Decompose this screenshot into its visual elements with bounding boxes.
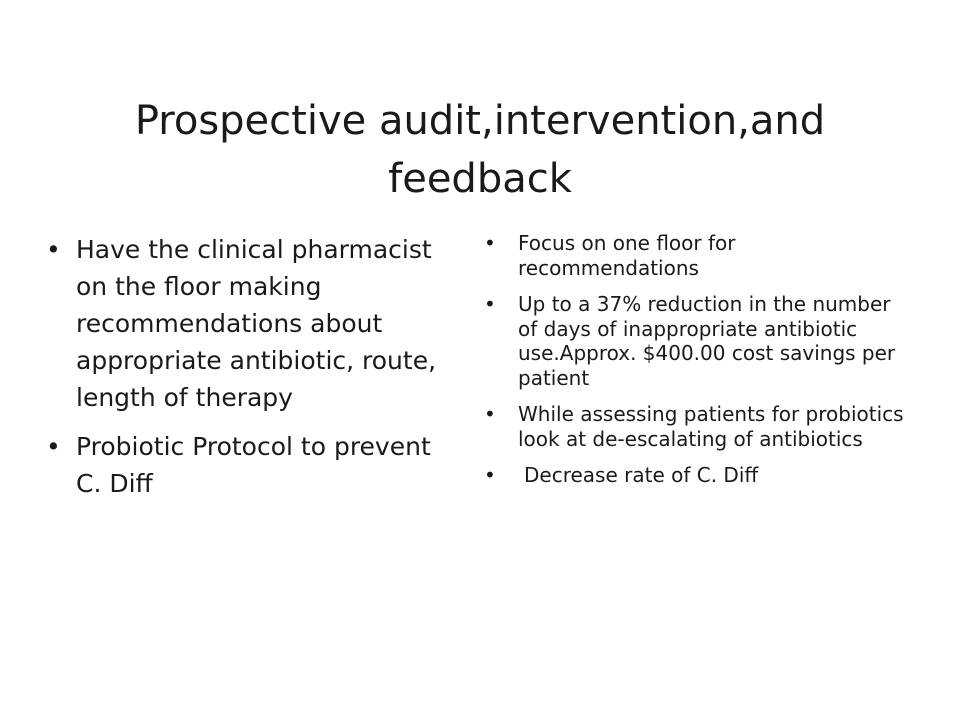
- bullet-icon: •: [46, 235, 61, 264]
- slide-title: Prospective audit,intervention,and feedback: [134, 98, 826, 202]
- bullet-icon: •: [484, 292, 496, 316]
- right-bullet-list: [484, 231, 904, 500]
- list-item: [46, 428, 446, 502]
- bullet-text: Have the clinical pharmacist on the floor making recommendations about appropriate antibiotic, route, length of therapy: [76, 235, 437, 412]
- bullet-text: Up to a 37% reduction in the number of days of inappropriate antibiotic use.Approx. $400.00 cost savings per patient: [518, 292, 896, 390]
- bullet-text: Focus on one floor for recommendations: [518, 231, 736, 280]
- bullet-icon: •: [484, 402, 496, 426]
- bullet-text: Probiotic Protocol to prevent C. Diff: [76, 432, 431, 498]
- bullet-icon: •: [484, 231, 496, 255]
- list-item: [46, 231, 446, 416]
- list-item: [484, 402, 904, 451]
- list-item: [484, 463, 904, 488]
- left-bullet-list: [46, 231, 446, 514]
- bullet-icon: •: [46, 432, 61, 461]
- bullet-text: Decrease rate of C. Diff: [524, 463, 759, 487]
- bullet-text: While assessing patients for probiotics look at de-escalating of antibiotics: [518, 402, 904, 451]
- list-item: [484, 231, 904, 280]
- list-item: [484, 292, 904, 390]
- bullet-icon: •: [484, 463, 496, 487]
